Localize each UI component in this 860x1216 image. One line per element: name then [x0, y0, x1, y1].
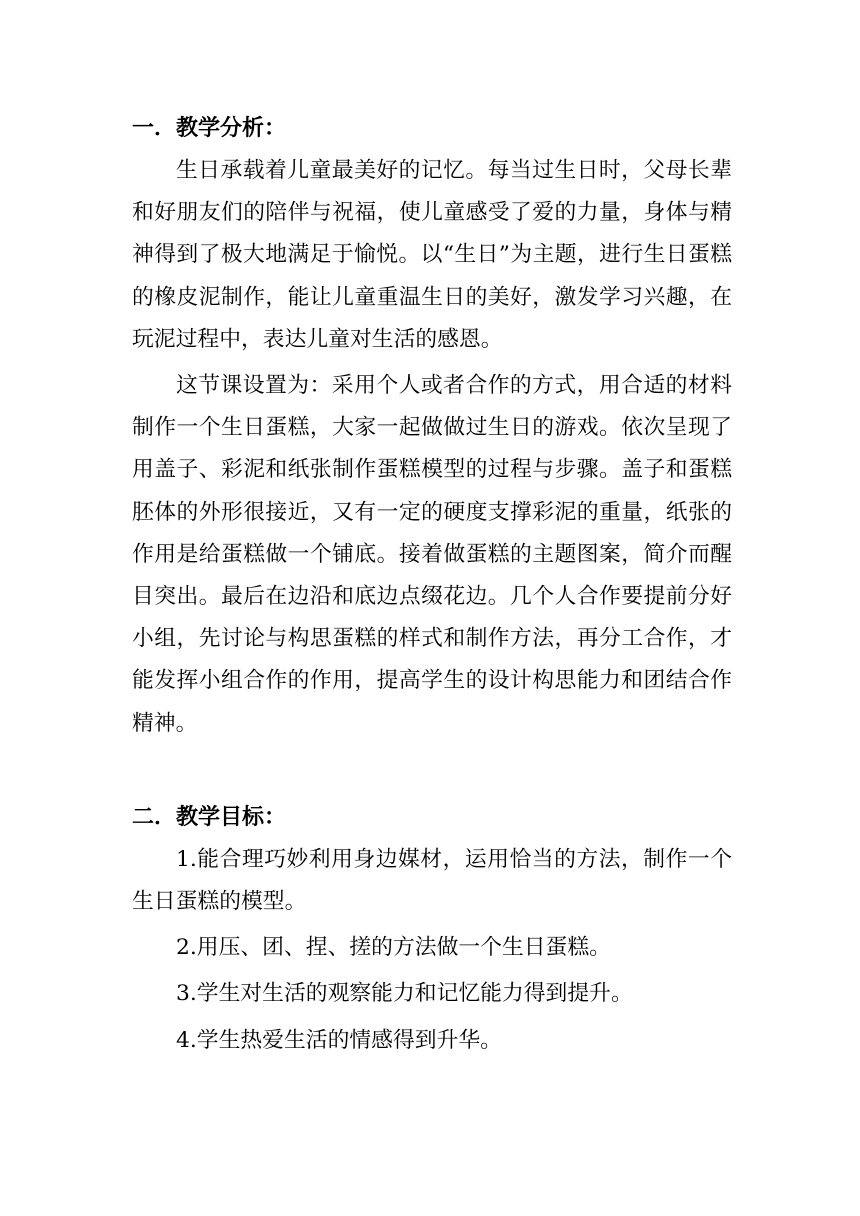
objective-item: 4.学生热爱生活的情感得到升华。: [176, 1027, 502, 1053]
paragraph-birthday-memory: 生日承载着儿童最美好的记忆。每当过生日时，父母长辈和好朋友们的陪伴与祝福，使儿童感受了爱的力量，身体与精神得到了极大地满足于愉悦。以“生日”为主题，进行生日蛋糕的橡皮泥制作，能让儿童重温生日的美好，激发学习兴趣，在玩泥过程中，表达儿童对生活的感恩。: [132, 158, 732, 352]
objective-item: 1.能合理巧妙利用身边媒材，运用恰当的方法，制作一个生日蛋糕的模型。: [132, 846, 732, 915]
objective-item: 2.用压、团、捏、搓的方法做一个生日蛋糕。: [176, 935, 611, 961]
section-spacer: [132, 745, 732, 797]
paragraph-lesson-setup: 这节课设置为：采用个人或者合作的方式，用合适的材料制作一个生日蛋糕，大家一起做做过生日的游戏。依次呈现了用盖子、彩泥和纸张制作蛋糕模型的过程与步骤。盖子和蛋糕胚体的外形很接近，又有一定的硬度支撑彩泥的重量，纸张的作用是给蛋糕做一个铺底。接着做蛋糕的主题图案，简介而醒目突出。最后在边沿和底边点缀花边。几个人合作要提前分好小组，先讨论与构思蛋糕的样式和制作方法，再分工合作，才能发挥小组合作的作用，提高学生的设计构思能力和团结合作精神。: [132, 373, 732, 736]
section-heading-analysis: 一．教学分析：: [132, 116, 287, 141]
section-heading-objectives: 二．教学目标：: [132, 804, 287, 830]
objective-item: 3.学生对生活的观察能力和记忆能力得到提升。: [176, 981, 633, 1007]
document-page: [132, 108, 732, 1062]
